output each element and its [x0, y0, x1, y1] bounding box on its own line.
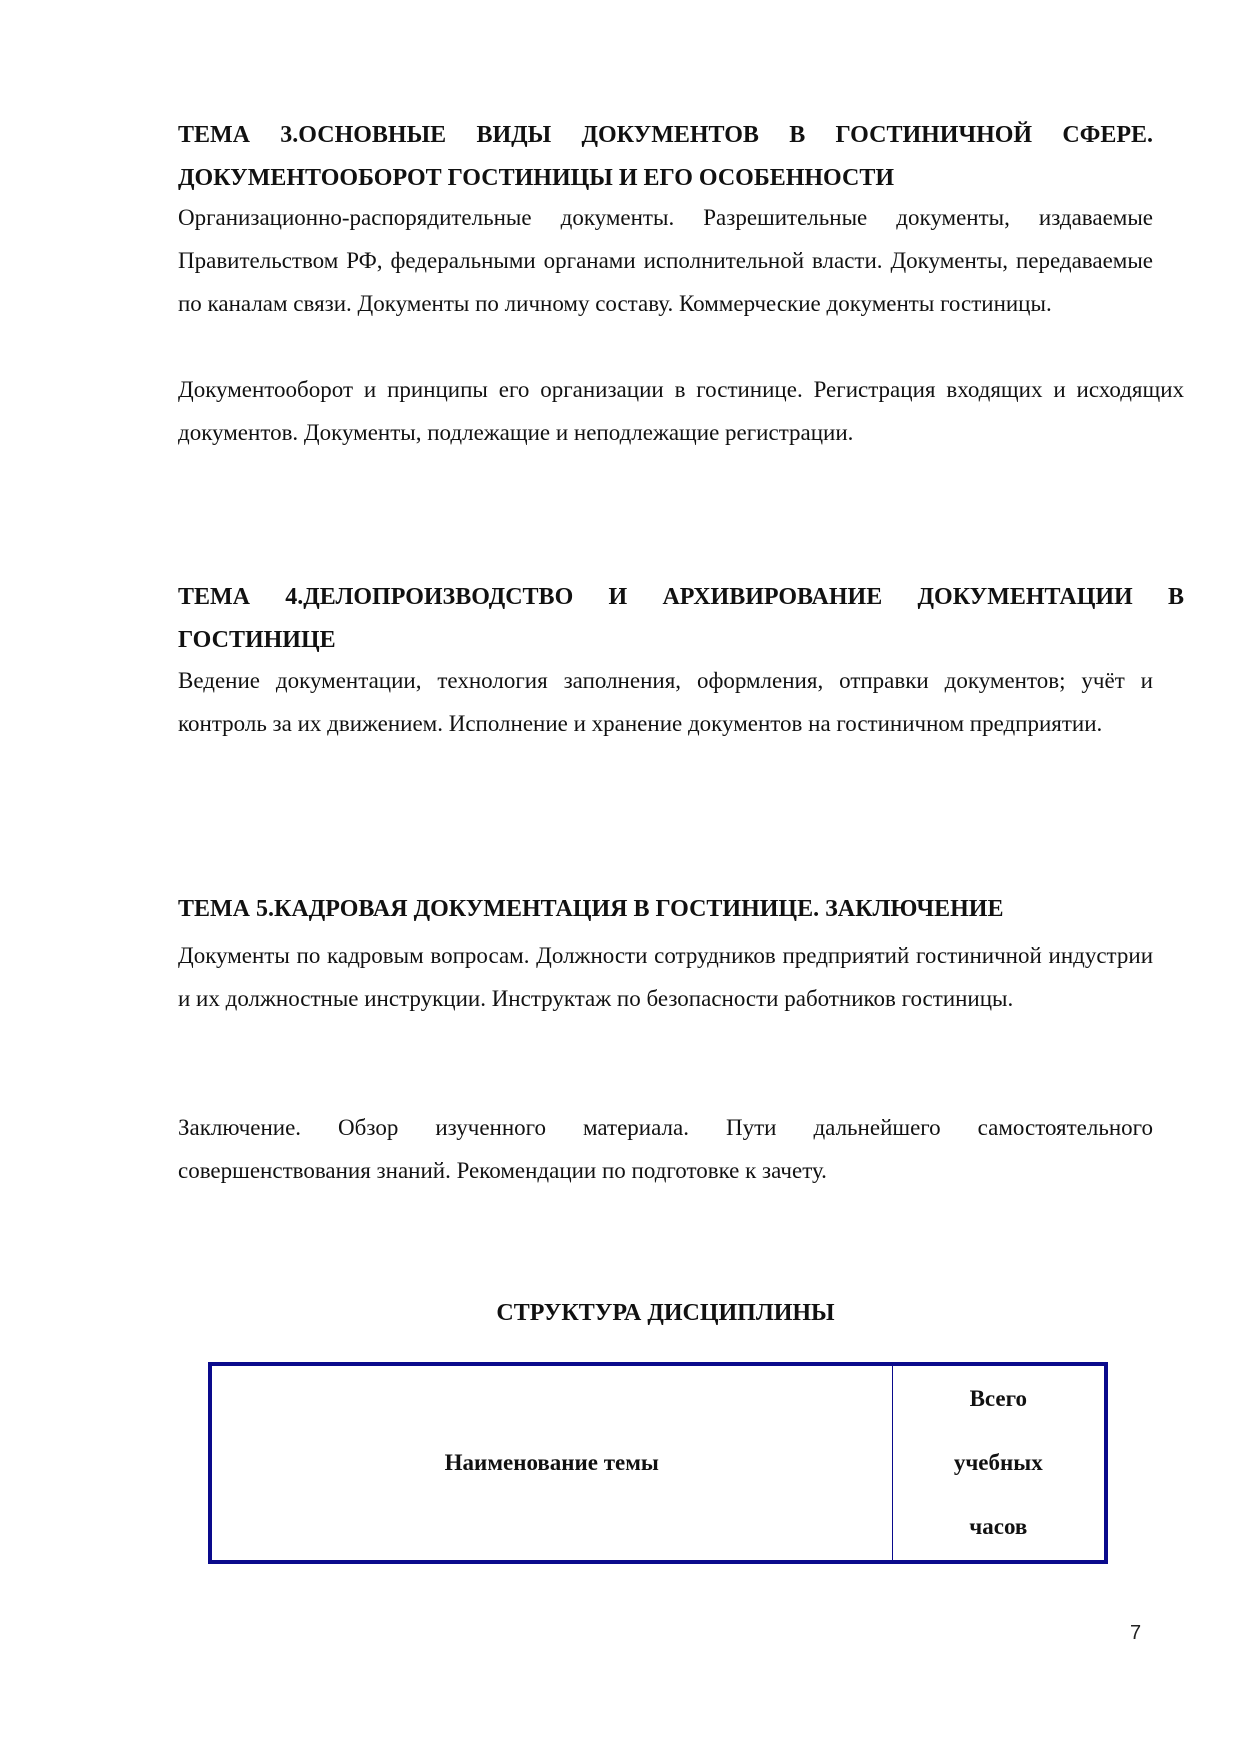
column-header-topic-name: Наименование темы [210, 1364, 892, 1562]
column-header-line: часов [969, 1514, 1028, 1539]
section-paragraph: Заключение. Обзор изученного материала. Пути дальнейшего самостоятельного совершенствования знаний. Рекомендации по подготовке к зачету. [178, 1115, 1153, 1183]
structure-table [208, 1362, 1108, 1564]
page-number: 7 [1130, 1622, 1142, 1644]
column-header-line: Всего [969, 1386, 1027, 1411]
section-heading-topic-3: ТЕМА 3.ОСНОВНЫЕ ВИДЫ ДОКУМЕНТОВ В ГОСТИНИЧНОЙ СФЕРЕ. ДОКУМЕНТООБОРОТ ГОСТИНИЦЫ И ЕГО ОСОБЕННОСТИ [178, 122, 1153, 191]
structure-title: СТРУКТУРА ДИСЦИПЛИНЫ [496, 1300, 835, 1326]
table-header-row [210, 1364, 1106, 1562]
column-header-total-hours [892, 1364, 1106, 1562]
section-paragraph: Ведение документации, технология заполнения, оформления, отправки документов; учёт и контроль за их движением. Исполнение и хранение документов на гостиничном предприятии. [178, 668, 1153, 736]
section-paragraph: Организационно-распорядительные документы. Разрешительные документы, издаваемые Правительством РФ, федеральными органами исполнительной власти. Документы, передаваемые по каналам связи. Документы по личному составу. Коммерческие документы гостиницы. [178, 205, 1153, 316]
column-header-line: учебных [953, 1450, 1043, 1475]
section-heading-topic-5: ТЕМА 5.КАДРОВАЯ ДОКУМЕНТАЦИЯ В ГОСТИНИЦЕ. ЗАКЛЮЧЕНИЕ [178, 896, 1004, 922]
section-heading-topic-4: ТЕМА 4.ДЕЛОПРОИЗВОДСТВО И АРХИВИРОВАНИЕ ДОКУМЕНТАЦИИ В ГОСТИНИЦЕ [178, 584, 1184, 653]
section-paragraph: Документооборот и принципы его организации в гостинице. Регистрация входящих и исходящих документов. Документы, подлежащие и неподлежащие регистрации. [178, 377, 1184, 445]
section-paragraph: Документы по кадровым вопросам. Должности сотрудников предприятий гостиничной индустрии и их должностные инструкции. Инструктаж по безопасности работников гостиницы. [178, 943, 1153, 1011]
